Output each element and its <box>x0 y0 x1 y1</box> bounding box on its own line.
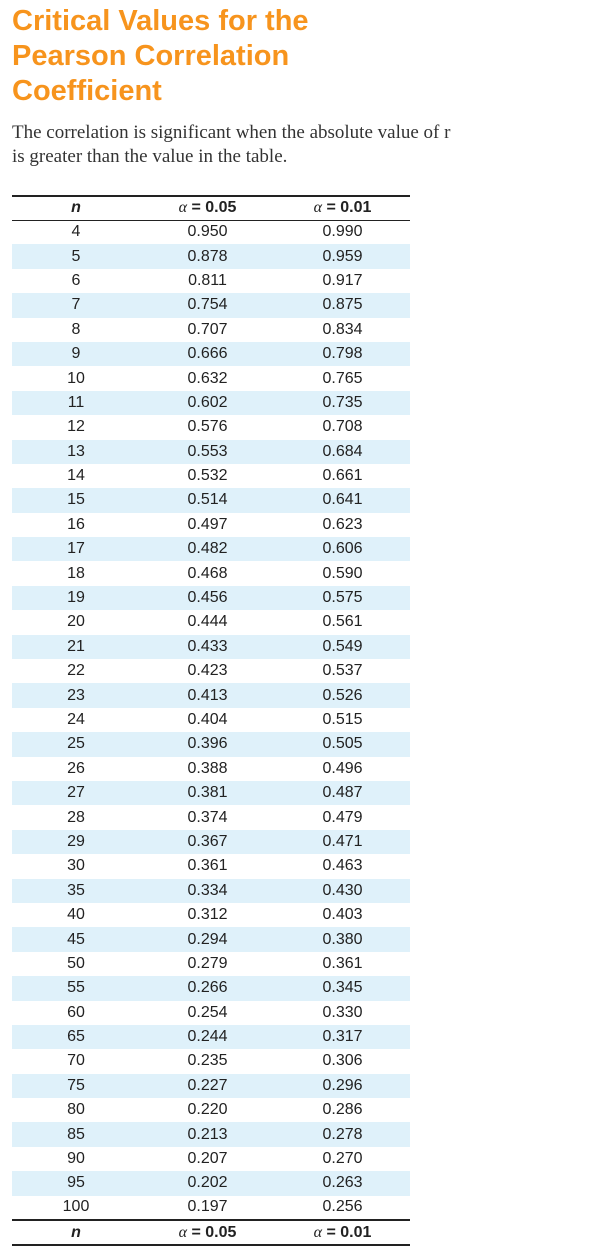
cell-alpha-001: 0.306 <box>322 1052 363 1070</box>
table-row <box>12 366 410 390</box>
cell-alpha-005: 0.207 <box>187 1150 228 1168</box>
table-row <box>12 1098 410 1122</box>
table-row <box>12 1147 410 1171</box>
table-footer <box>12 1220 410 1245</box>
table-row <box>12 1001 410 1025</box>
cell-alpha-005: 0.404 <box>187 711 228 728</box>
header-alpha-005 <box>140 196 275 220</box>
cell-alpha-001: 0.959 <box>275 244 410 268</box>
footer-alpha-005-value: = 0.05 <box>187 1223 237 1241</box>
cell-alpha-005: 0.202 <box>140 1171 275 1195</box>
cell-alpha-005: 0.456 <box>140 586 275 610</box>
table-row <box>12 757 410 781</box>
table-row <box>12 610 410 634</box>
table-row <box>12 927 410 951</box>
cell-alpha-005: 0.878 <box>140 244 275 268</box>
table-body <box>12 220 410 1220</box>
cell-n: 18 <box>67 564 85 582</box>
cell-n: 100 <box>62 1198 90 1216</box>
cell-n: 65 <box>12 1025 140 1049</box>
cell-alpha-005: 0.423 <box>187 662 228 680</box>
cell-alpha-005: 0.532 <box>187 467 228 485</box>
cell-alpha-005: 0.294 <box>140 927 275 951</box>
cell-alpha-001: 0.606 <box>275 537 410 561</box>
table-row <box>12 440 410 464</box>
cell-alpha-001: 0.561 <box>322 613 363 631</box>
cell-n: 4 <box>71 223 81 241</box>
table-row <box>12 879 410 903</box>
footer-n: n <box>12 1220 140 1245</box>
cell-alpha-005: 0.666 <box>140 342 275 366</box>
cell-n: 7 <box>12 293 140 317</box>
title-line: Pearson Correlation <box>12 40 290 72</box>
cell-n: 23 <box>12 683 140 707</box>
table-row <box>12 635 410 659</box>
title-line: Critical Values for the <box>12 5 309 37</box>
table-row <box>12 1171 410 1195</box>
title-line: Coefficient <box>12 75 162 107</box>
cell-n: 27 <box>12 781 140 805</box>
cell-n: 55 <box>12 976 140 1000</box>
cell-n: 17 <box>12 537 140 561</box>
cell-n: 26 <box>67 759 85 777</box>
cell-alpha-005: 0.482 <box>140 537 275 561</box>
cell-alpha-001: 0.661 <box>322 467 363 485</box>
cell-n: 24 <box>67 711 85 728</box>
table-row <box>12 732 410 756</box>
alpha-symbol: α <box>178 199 188 217</box>
header-n: n <box>12 196 140 220</box>
table-row <box>12 659 410 683</box>
cell-alpha-005: 0.497 <box>187 515 228 533</box>
cell-alpha-001: 0.463 <box>322 857 363 875</box>
cell-alpha-005: 0.514 <box>140 488 275 512</box>
table-row <box>12 220 410 244</box>
cell-n: 15 <box>12 488 140 512</box>
cell-alpha-005: 0.632 <box>187 369 228 387</box>
table-row <box>12 952 410 976</box>
table-row <box>12 537 410 561</box>
cell-n: 70 <box>67 1052 85 1070</box>
cell-alpha-005: 0.576 <box>187 418 228 436</box>
table-row <box>12 683 410 707</box>
table-row <box>12 1049 410 1073</box>
table-row <box>12 391 410 415</box>
cell-n: 85 <box>12 1122 140 1146</box>
cell-alpha-001: 0.479 <box>322 808 363 826</box>
cell-alpha-001: 0.684 <box>275 440 410 464</box>
cell-alpha-001: 0.330 <box>322 1003 363 1021</box>
cell-alpha-001: 0.487 <box>275 781 410 805</box>
table-row <box>12 293 410 317</box>
cell-alpha-001: 0.549 <box>275 635 410 659</box>
alpha-symbol: α <box>313 199 323 217</box>
cell-n: 10 <box>67 369 85 387</box>
cell-alpha-001: 0.537 <box>322 662 363 680</box>
cell-n: 20 <box>67 613 85 631</box>
table-row <box>12 781 410 805</box>
cell-alpha-001: 0.990 <box>322 223 363 241</box>
table-row <box>12 1025 410 1049</box>
cell-alpha-001: 0.735 <box>275 391 410 415</box>
cell-n: 9 <box>12 342 140 366</box>
cell-n: 16 <box>67 515 85 533</box>
cell-alpha-001: 0.263 <box>275 1171 410 1195</box>
footer-alpha-005 <box>140 1220 275 1245</box>
table-row <box>12 561 410 585</box>
cell-n: 6 <box>71 271 81 289</box>
cell-alpha-001: 0.623 <box>322 515 363 533</box>
cell-alpha-005: 0.433 <box>140 635 275 659</box>
table-row <box>12 903 410 927</box>
cell-n: 45 <box>12 927 140 951</box>
cell-alpha-005: 0.444 <box>187 613 228 631</box>
intro-line: The correlation is significant when the absolute value of r <box>12 122 451 143</box>
cell-alpha-005: 0.235 <box>187 1052 228 1070</box>
cell-alpha-005: 0.220 <box>187 1101 228 1119</box>
footer-row <box>12 1220 410 1245</box>
cell-n: 80 <box>67 1101 85 1119</box>
table-row <box>12 976 410 1000</box>
cell-alpha-005: 0.388 <box>187 759 228 777</box>
cell-alpha-005: 0.334 <box>140 879 275 903</box>
cell-alpha-005: 0.553 <box>140 440 275 464</box>
cell-alpha-001: 0.403 <box>322 906 363 924</box>
critical-values-table <box>12 195 410 1246</box>
cell-alpha-005: 0.254 <box>187 1003 228 1021</box>
cell-alpha-005: 0.468 <box>187 564 228 582</box>
intro-text <box>12 121 592 169</box>
table-row <box>12 244 410 268</box>
cell-alpha-001: 0.296 <box>275 1074 410 1098</box>
cell-alpha-001: 0.765 <box>322 369 363 387</box>
table-row <box>12 586 410 610</box>
cell-n: 5 <box>12 244 140 268</box>
table-row <box>12 342 410 366</box>
table-row <box>12 830 410 854</box>
cell-alpha-001: 0.798 <box>275 342 410 366</box>
page-title <box>12 4 572 109</box>
cell-alpha-001: 0.505 <box>275 732 410 756</box>
cell-alpha-001: 0.380 <box>275 927 410 951</box>
cell-n: 95 <box>12 1171 140 1195</box>
footer-alpha-001-value: = 0.01 <box>322 1223 372 1241</box>
cell-alpha-005: 0.279 <box>187 954 228 972</box>
header-row <box>12 196 410 220</box>
cell-n: 50 <box>67 954 85 972</box>
cell-alpha-001: 0.526 <box>275 683 410 707</box>
cell-n: 8 <box>71 320 81 338</box>
cell-alpha-005: 0.213 <box>140 1122 275 1146</box>
table-header <box>12 196 410 220</box>
cell-n: 29 <box>12 830 140 854</box>
table-row <box>12 708 410 732</box>
cell-alpha-001: 0.471 <box>275 830 410 854</box>
cell-alpha-001: 0.575 <box>275 586 410 610</box>
cell-alpha-005: 0.754 <box>140 293 275 317</box>
cell-alpha-005: 0.227 <box>140 1074 275 1098</box>
cell-alpha-005: 0.396 <box>140 732 275 756</box>
cell-n: 11 <box>12 391 140 415</box>
cell-alpha-001: 0.496 <box>322 759 363 777</box>
cell-alpha-001: 0.515 <box>322 711 363 728</box>
table-row <box>12 1122 410 1146</box>
cell-alpha-001: 0.917 <box>322 271 363 289</box>
cell-alpha-001: 0.875 <box>275 293 410 317</box>
table-row <box>12 318 410 342</box>
cell-n: 28 <box>67 808 85 826</box>
table-row <box>12 415 410 439</box>
cell-n: 21 <box>12 635 140 659</box>
cell-alpha-005: 0.602 <box>140 391 275 415</box>
cell-n: 60 <box>67 1003 85 1021</box>
alpha-symbol: α <box>178 1223 188 1241</box>
table-row <box>12 805 410 829</box>
cell-alpha-005: 0.367 <box>140 830 275 854</box>
cell-alpha-001: 0.361 <box>322 954 363 972</box>
cell-n: 30 <box>67 857 85 875</box>
cell-alpha-005: 0.374 <box>187 808 228 826</box>
cell-alpha-005: 0.381 <box>140 781 275 805</box>
cell-alpha-001: 0.278 <box>275 1122 410 1146</box>
table-row <box>12 269 410 293</box>
cell-alpha-001: 0.834 <box>322 320 363 338</box>
cell-alpha-005: 0.707 <box>187 320 228 338</box>
cell-n: 90 <box>67 1150 85 1168</box>
cell-alpha-001: 0.317 <box>275 1025 410 1049</box>
cell-alpha-001: 0.430 <box>275 879 410 903</box>
cell-alpha-005: 0.266 <box>140 976 275 1000</box>
cell-n: 75 <box>12 1074 140 1098</box>
header-alpha-001 <box>275 196 410 220</box>
header-alpha-005-value: = 0.05 <box>187 199 237 217</box>
table-row <box>12 513 410 537</box>
cell-alpha-005: 0.312 <box>187 906 228 924</box>
intro-line: is greater than the value in the table. <box>12 146 288 167</box>
cell-alpha-001: 0.641 <box>275 488 410 512</box>
cell-alpha-005: 0.413 <box>140 683 275 707</box>
cell-alpha-001: 0.345 <box>275 976 410 1000</box>
table-row <box>12 1196 410 1220</box>
cell-alpha-001: 0.256 <box>322 1198 363 1216</box>
cell-n: 19 <box>12 586 140 610</box>
cell-n: 40 <box>67 906 85 924</box>
table-row <box>12 488 410 512</box>
cell-alpha-005: 0.361 <box>187 857 228 875</box>
cell-alpha-005: 0.244 <box>140 1025 275 1049</box>
alpha-symbol: α <box>313 1223 323 1241</box>
cell-alpha-005: 0.197 <box>187 1198 228 1216</box>
cell-n: 35 <box>12 879 140 903</box>
cell-n: 25 <box>12 732 140 756</box>
cell-alpha-001: 0.270 <box>322 1150 363 1168</box>
cell-alpha-001: 0.590 <box>322 564 363 582</box>
cell-alpha-005: 0.950 <box>187 223 228 241</box>
header-alpha-001-value: = 0.01 <box>322 199 372 217</box>
table-row <box>12 1074 410 1098</box>
cell-n: 22 <box>67 662 85 680</box>
cell-alpha-001: 0.708 <box>322 418 363 436</box>
table-row <box>12 854 410 878</box>
cell-n: 14 <box>67 467 85 485</box>
table-row <box>12 464 410 488</box>
cell-n: 13 <box>12 440 140 464</box>
cell-alpha-005: 0.811 <box>188 271 227 289</box>
cell-alpha-001: 0.286 <box>322 1101 363 1119</box>
footer-alpha-001 <box>275 1220 410 1245</box>
cell-n: 12 <box>67 418 85 436</box>
